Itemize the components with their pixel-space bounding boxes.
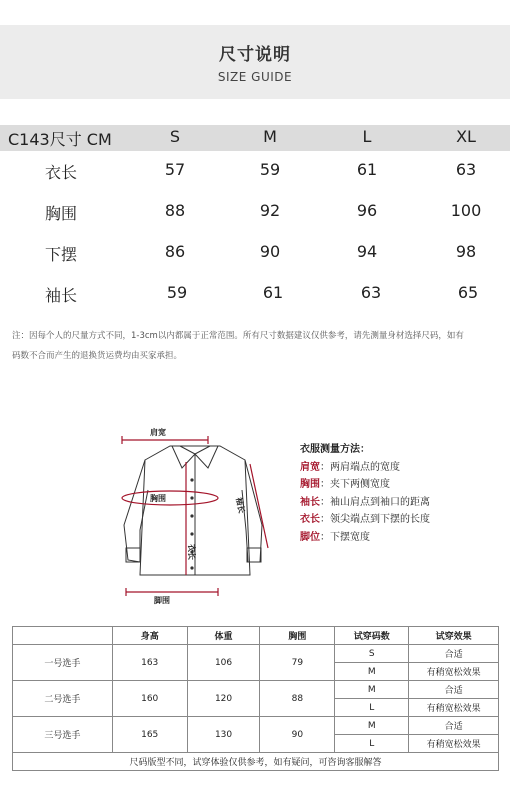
legend-key: 衣长 (300, 514, 320, 525)
legend-key: 胸围 (300, 479, 320, 490)
size-table-label: C143尺寸 CM (8, 130, 112, 149)
legend-key: 脚位 (300, 531, 320, 543)
value-s: 88 (164, 201, 186, 220)
trial-effect: 有稍宽松效果 (409, 735, 499, 753)
row-label: 袖长 (45, 286, 78, 305)
trial-header-row (13, 627, 499, 645)
tester-chest: 88 (260, 681, 335, 717)
legend-key: 肩宽 (300, 461, 320, 473)
table-row (13, 681, 499, 699)
trial-size: M (335, 663, 409, 681)
trial-size: L (335, 699, 409, 717)
value-s: 57 (164, 160, 186, 179)
legend-item (300, 476, 430, 494)
table-row (13, 645, 499, 663)
shoulder-label: 肩宽 (150, 428, 166, 437)
tester-chest: 79 (260, 645, 335, 681)
legend-key: 袖长 (300, 496, 320, 508)
note-line: 码数不合而产生的退换货运费均由买家承担。 (12, 351, 183, 361)
trial-effect: 合适 (409, 717, 499, 735)
trial-size: S (335, 645, 409, 663)
size-s-header: S (169, 127, 181, 146)
size-note (12, 326, 502, 366)
row-label: 胸围 (45, 204, 78, 223)
value-m: 92 (259, 201, 281, 220)
hem-label: 脚围 (154, 596, 170, 605)
trial-effect: 合适 (409, 645, 499, 663)
trial-size: L (335, 735, 409, 753)
tester-name: 二号选手 (13, 681, 113, 717)
row-label: 下摆 (45, 245, 78, 264)
value-s: 86 (164, 242, 186, 261)
page-title: 尺寸说明 (219, 45, 291, 65)
size-m-header: M (263, 127, 277, 146)
value-xl: 100 (450, 201, 482, 220)
tester-weight: 106 (187, 645, 260, 681)
trial-size: M (335, 717, 409, 735)
trial-header: 试穿码数 (335, 627, 409, 645)
size-table-header (0, 125, 510, 151)
size-xl-header: XL (456, 127, 476, 146)
value-m: 90 (259, 242, 281, 261)
value-l: 94 (356, 242, 378, 261)
tester-weight: 120 (187, 681, 260, 717)
value-l: 96 (356, 201, 378, 220)
chest-label: 胸围 (150, 494, 166, 503)
sleeve-label: 袖长 (234, 496, 247, 515)
tester-chest: 90 (260, 717, 335, 753)
trial-header: 试穿效果 (409, 627, 499, 645)
trial-header: 体重 (187, 627, 260, 645)
legend-desc: ：领尖端点到下摆的长度 (320, 514, 430, 525)
legend-item (300, 529, 430, 547)
value-xl: 65 (457, 283, 479, 302)
trial-header: 胸围 (260, 627, 335, 645)
value-m: 59 (259, 160, 281, 179)
trial-size: M (335, 681, 409, 699)
value-l: 61 (356, 160, 378, 179)
trial-effect: 合适 (409, 681, 499, 699)
value-l: 63 (360, 283, 382, 302)
value-m: 61 (262, 283, 284, 302)
legend-desc: ：下摆宽度 (320, 531, 370, 543)
measurement-legend (300, 441, 430, 546)
table-row (13, 717, 499, 735)
legend-item (300, 459, 430, 477)
size-l-header: L (362, 127, 372, 146)
row-label: 衣长 (45, 163, 78, 182)
tester-height: 160 (112, 681, 187, 717)
note-line: 注：因每个人的尺量方式不同，1-3cm以内都属于正常范围。所有尺寸数据建议仅供参考，请先测量身材选择尺码，如有 (12, 331, 464, 341)
tester-height: 163 (112, 645, 187, 681)
value-xl: 98 (455, 242, 477, 261)
tester-height: 165 (112, 717, 187, 753)
trial-header: 身高 (112, 627, 187, 645)
legend-item (300, 511, 430, 529)
trial-footer: 尺码版型不同，试穿体验仅供参考，如有疑问，可咨询客服解答 (13, 753, 499, 771)
value-xl: 63 (455, 160, 477, 179)
legend-desc: ：夹下两侧宽度 (320, 479, 390, 490)
length-label: 衣长 (187, 544, 196, 560)
value-s: 59 (166, 283, 188, 302)
shirt-measurement-diagram (110, 420, 280, 610)
legend-title: 衣服测量方法： (300, 444, 370, 455)
tester-weight: 130 (187, 717, 260, 753)
page-subtitle: SIZE GUIDE (217, 70, 293, 84)
tester-name: 一号选手 (13, 645, 113, 681)
legend-desc: ：袖山肩点到袖口的距离 (320, 496, 430, 508)
trial-footer-row (13, 753, 499, 771)
trial-effect: 有稍宽松效果 (409, 699, 499, 717)
trial-header (13, 627, 113, 645)
chest-measure-line (122, 491, 218, 505)
page-header (0, 25, 510, 99)
trial-table (12, 626, 499, 771)
legend-desc: ：两肩端点的宽度 (320, 461, 400, 473)
tester-name: 三号选手 (13, 717, 113, 753)
sleeve-measure-line (250, 464, 268, 548)
legend-item (300, 494, 430, 512)
trial-effect: 有稍宽松效果 (409, 663, 499, 681)
